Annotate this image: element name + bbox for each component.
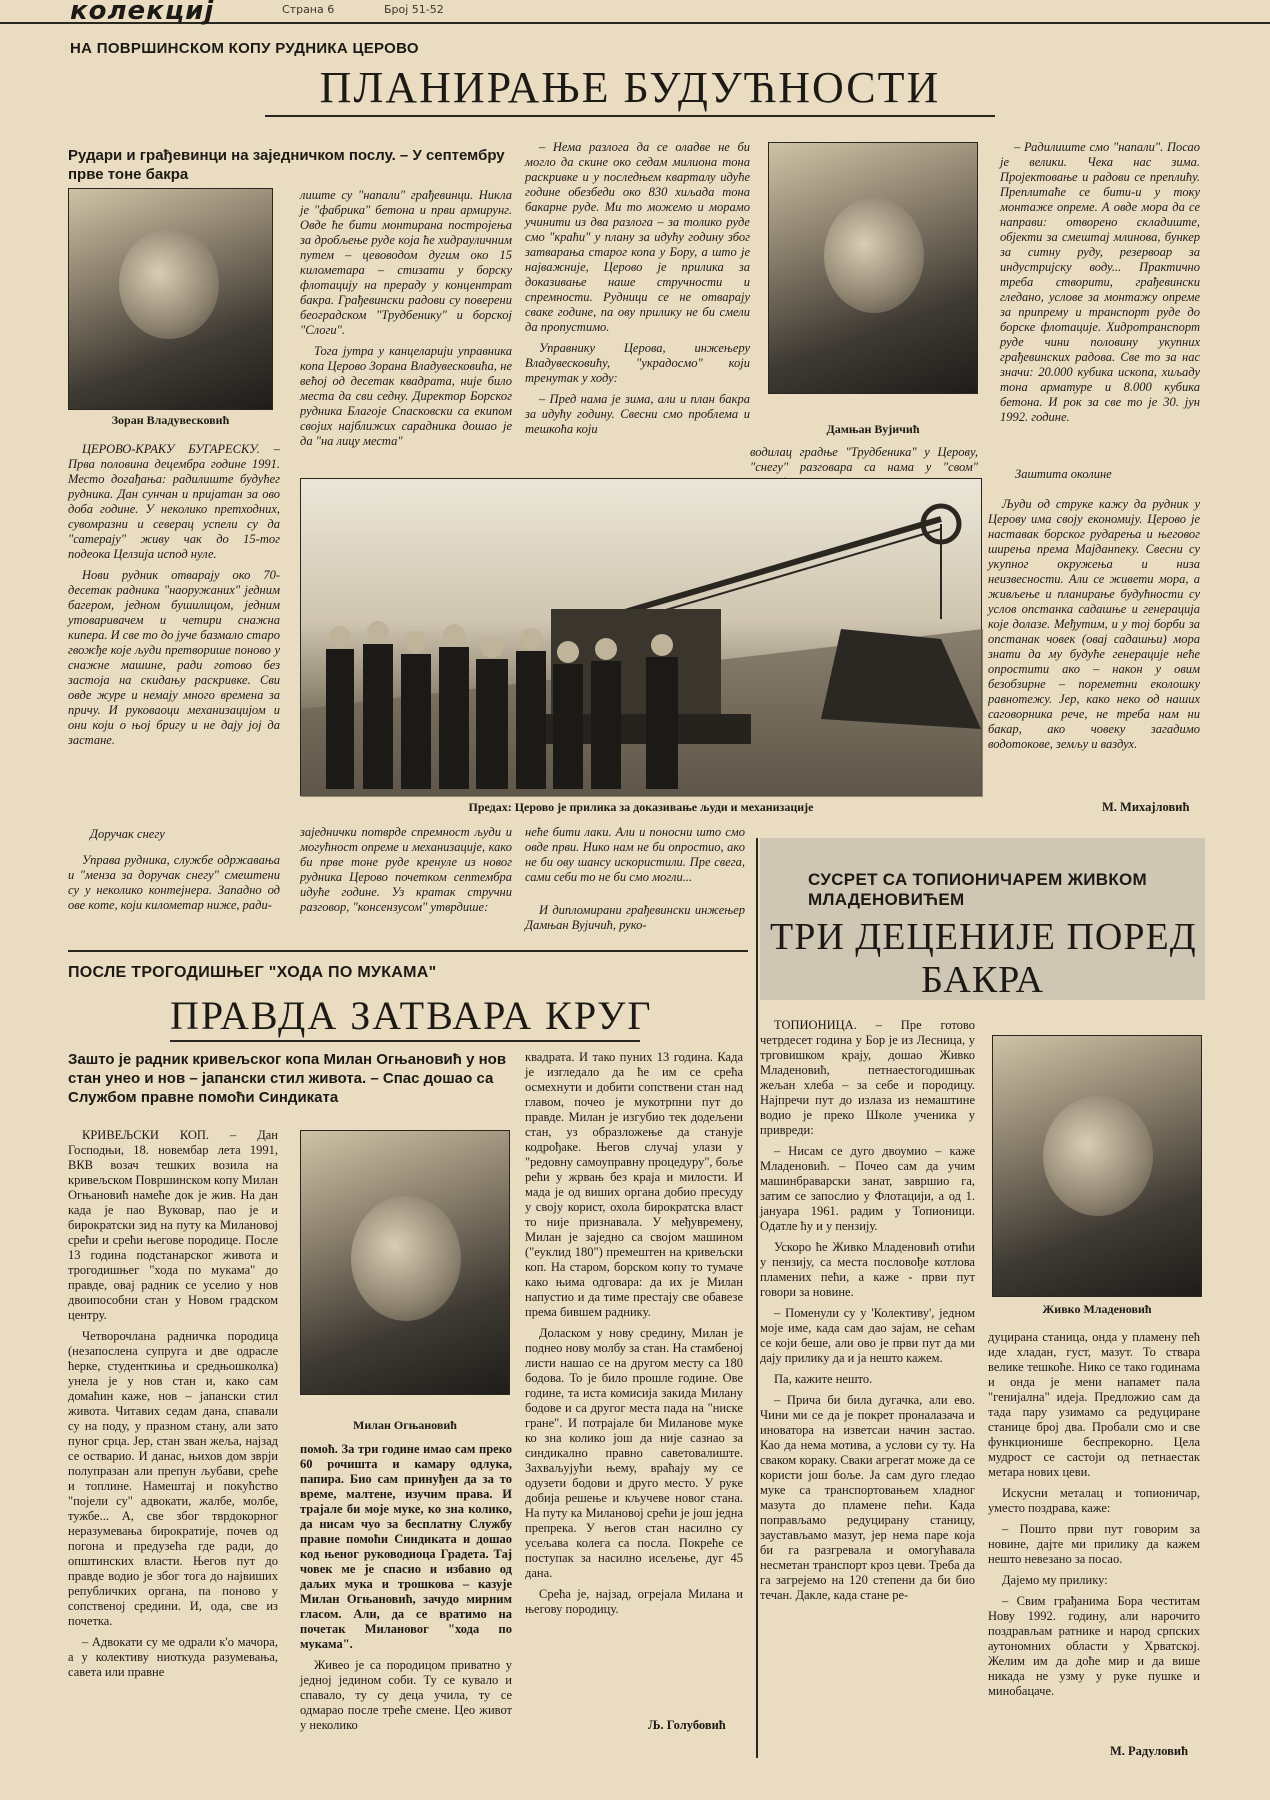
article1-headline-rule: [265, 115, 995, 117]
article1-col3-bottom: [525, 825, 745, 903]
article2-kicker: ПОСЛЕ ТРОГОДИШЊЕГ "ХОДА ПО МУКАМА": [68, 964, 437, 981]
article3-col1-p6: – Прича би била дугачка, али ево. Чини ми се да је покрет проналазача и иноватора на изветсаи начин застао. Као да нема мотива, а услови су ту. На сваком кораку. Сваки агрегат може да се користи још боље. Ја сам дуго гледао муке са транспортовањем хладног мазута до пламене пећи. Када поправљамо редуцирану станицу, заустављамо мазут, јер нема паре која би га разгревала и омогућавала несметан транспорт кроз цеви. Треба да га загрејемо на 120 степени да би био течан. Дакле, када стане ре-: [760, 1393, 975, 1602]
article1-col1: [68, 442, 280, 798]
article2-col3-p2: Доласком у нову средину, Милан је поднео нову молбу за стан. На стамбеној листи нашао се на другом месту са 180 бодова. То је било прошле године. Ове године, та иста комисија закида Милану бодове и са другог места пада на "ниске гране". И потрајале би Миланове муке ко зна колико још да није сазнао за синдикално правно саветовалиште. Захваљујући њему, враћају му се одузети бодови и друго место. У руке добија решење и кључеве новог стана. На путу ка Милановој срећи је још једна препрека. У његов стан насилно су усељава колега са посла. Покреће се поступак за насилно исељење, дуг 45 дана.: [525, 1326, 743, 1580]
article3-col1-p1: ТОПИОНИЦА. – Пре готово четрдесет година у Бор је из Лесница, у трговишком крају, дошао Живко Младеновић, петнаестогодишњак жељан хлеба – за себе и породицу. Најпречи пут до излаза из немаштине водио је преко Школе ученика у привреди:: [760, 1018, 975, 1137]
masthead-logo: колекциј: [70, 0, 215, 26]
article3-kicker: СУСРЕТ СА ТОПИОНИЧАРЕМ ЖИВКОМ МЛАДЕНОВИЋЕМ: [808, 870, 1147, 909]
article2-col1: [68, 1128, 278, 1773]
issue-number: Број 51-52: [384, 3, 444, 16]
article1-deck: Рудари и грађевинци на заједничком послу. – У септембру прве тоне бакра: [68, 147, 505, 183]
article2-headline: ПРАВДА ЗАТВАРА КРУГ: [170, 993, 653, 1038]
photo-zivko-caption: Живко Младеновић: [1042, 1302, 1152, 1316]
article3-col2-p5: – Свим грађанима Бора честитам Нову 1992. годину, али нарочито поздрављам ратнике и народ српских аутономних области у Хрватској. Желим им да доће мир и да више никада не узму у руке пушке и минобацаче.: [988, 1594, 1200, 1698]
article1-col5: [1000, 140, 1200, 460]
article1-col2-bottom-p: заједнички потврде спремност људи и могућност опреме и механизације, како би прве тоне руде кренуле из новог рудника Церово почетком септембра идуће године. Уз кратак стручни разговор, "консензусом" утврдише:: [300, 825, 512, 914]
article3-col2: [988, 1330, 1200, 1735]
article2-col2-bottom-p1: помоћ. За три године имао сам преко 60 рочишта и камару одлука, папира. Био сам принуђен да за то време, малтене, изучим права. И трајале би моје муке, ко зна колико, да нисам чуо за бесплатну Службу правне помоћи Синдиката и дошао код њеног руководиоца Градета. Тај човек ме је спасио и избавио од даљих мука и трошкова – казује Милан Огњановић, зачудо мирним гласом. Али, да се вратимо на почетак Милановог "хода по мукама".: [300, 1442, 512, 1651]
article3-col1-p5: Па, кажите нешто.: [774, 1372, 873, 1386]
article1-col3-bottom2-p: И дипломирани грађевински инжењер Дамњан Вујичић, руко-: [525, 903, 745, 932]
page-number: Страна 6: [282, 3, 335, 16]
photo-excavator-caption: Предах: Церово је прилика за доказивање људи и механизације: [468, 800, 814, 814]
article1-col3-bottom2: [525, 903, 745, 933]
photo-damnjan: [768, 142, 978, 394]
excavator-illustration: [301, 479, 983, 797]
article1-col2-p2: Тога јутра у канцеларији управника копа Церово Зорана Владувесковића, не већој од десетак квадрата, није било места да сви седну. Директор Борског рудника Благоје Спасковски са екипом својих најближих сарадника дошао је да "на лицу места": [300, 344, 512, 448]
article1-col3: [525, 140, 750, 473]
article2-headline-rule: [170, 1040, 640, 1042]
article1-col3-bottom-p: неће бити лаки. Али и поносни што смо овде први. Нико нам не би опростио, ако не би ову шансу искористили. Пре свега, сами себи то не би смо могли...: [525, 825, 745, 884]
photo-milan: [300, 1130, 510, 1395]
article1-col3-p3: – Пред нама је зима, али и план бакра за идућу годину. Свесни смо проблема и тешкоћа који: [525, 392, 750, 436]
photo-zoran: [68, 188, 273, 410]
article3-col2-p2: Искусни металац и топионичар, уместо поздрава, каже:: [988, 1486, 1200, 1515]
article1-col1-p2: Нови рудник отварају око 70-десетак радника "наоружаних" једним багером, једном бушилицом, једним утоваривачем и четири снажна кипера. И све то до јуче базмало старо гвожђе које људи претворише поново у снажне машине, ради готово без застоја на скидању раскривке. Сви овде журе и немају много времена за причу. И руковаоци механизацијом и они који о њој бригу и не дају јој да застане.: [68, 568, 280, 747]
photo-milan-caption: Милан Огњановић: [353, 1418, 457, 1432]
article2-col1-p2: Четворочлана радничка породица (незапослена супруга и две одрасле ћерке, студенткиња и средњошколка) унела је у нов стан и, како сам домаћин каже, нов – јапански стил живота. Читавих седам дана, спавали су на поду, у празном стану, али зато пуног срца. Јер, стан зван жеља, најзад се остварио. И данас, њихов дом зврји полупразан али препун љубави, среће и топлине. Намештај и покућство "појели су" адвокати, жалбе, молбе, тужбе... А, све због тврдокорног неразумевања бирократије, почев од погона и предузећа где ради, до општинских власти. Његов пут до правде водио је због тога до највиших републичких органа, па поново у сопственој средини. И, ода, све из почетка.: [68, 1329, 278, 1628]
photo-zoran-caption: Зоран Владувесковић: [111, 413, 230, 427]
article2-col1-p3: – Адвокати су ме одрали к'о мачора, а у колективу ниоткуда разумевања, савета или правне: [68, 1635, 278, 1679]
article1-col1-p1: ЦЕРОВО-КРАКУ БУГАРЕСКУ. – Прва половина децембра године 1991. Место догађања: радилиште будућег рудника. Дан сунчан и пријатан за ово доба године. У неколико претходних, сувомразни и северац успели су да "сатерају" живу чак до 15-тог подеока Целзија испод нуле.: [68, 442, 280, 561]
article1-signature: М. Михајловић: [1102, 800, 1190, 814]
article2-col2-bottom: [300, 1442, 512, 1772]
article2-col2-bottom-p2: Живео је са породицом приватно у једној једином соби. Ту се кувало и спавало, ту су деца учила, ту се одмарао после трећe смене. Цео живот у неколико: [300, 1658, 512, 1732]
article3-col1-p3: Ускоро ће Живко Младеновић отићи у пензију, са места пословође котлова пламених пећи, а каже - први пут говори за новине.: [760, 1240, 975, 1299]
photo-excavator-crew: [300, 478, 982, 796]
article2-signature: Љ. Голубовић: [648, 1718, 726, 1732]
article1-col3-p1: – Нема разлога да се оладве не би могло да скине око седам милиона тона раскривке и у последњем кварталу идуће године обезбеди око 830 хиљада тона бакарне руде. Ми то можемо и морамо учинити из два разлога – за толико руде смо "краћи" у плану за идућу годину због затварања старог копа у Бору, а што је најважније, Церово је прилика за доказивање наше стручности и спремности. Рудници се не отварају сваке године, па ову прилику не би смели да пропустимо.: [525, 140, 750, 334]
article1-col2: [300, 188, 512, 473]
article3-col2-p3: – Пошто први пут говорим за новине, дајте ми прилику да кажем нешто невезано за посао.: [988, 1522, 1200, 1566]
article1-col1-breakfast-p: Управа рудника, службе одржавања и "менза за доручак снегу" смештени су у неколико контејнера. Западно од ове коте, који километар ниже, ради-: [68, 853, 280, 912]
article2-col3-p3: Срећа је, најзад, огрејала Милана и његову породицу.: [525, 1587, 743, 1616]
photo-zivko: [992, 1035, 1202, 1297]
article1-col1-breakfast: [68, 853, 280, 928]
article1-col2-p1: лиште су "напали" грађевинци. Никла је "фабрика" бетона и први армирунг. Овде ће бити монтирана постројења за дробљење руде која ће хидрауличним путем – цевоводом дугим око 15 километара – стизати у борску флотацију на прераду у концентрат бакра. Грађевински радови су поверени београдском "Трудбенику" и борској "Слоги".: [300, 188, 512, 337]
article2-col1-p1: КРИВЕЉСКИ КОП. – Дан Господњи, 18. новембар лета 1991, ВКВ возач тешких возила на кривељском Површинском копу Милан Огњановић намеће док је жив. На дан када је пао Вуковар, пао је и бирократски зид на путу ка Милановој срећи и срећи његове породице. После 13 година подстанарског живота и трогодишњег "хода по мукама" до правде, овај радник се уселио у нов двоипособни стан у Новом градском центру.: [68, 1128, 279, 1322]
article3-col1-p4: – Поменули су у 'Колективу', једном моје име, када сам дао зајам, не сећам се који беше, али ово је први пут да ми дају прилику да и ја нешто кажем.: [760, 1306, 975, 1365]
article1-col2-bottom: [300, 825, 512, 930]
article1-col4-top: [750, 445, 978, 473]
article3-headline-line2: БАКРА: [921, 959, 1044, 1001]
article3-headline-line1: ТРИ ДЕЦЕНИЈЕ ПОРЕД: [770, 916, 1197, 958]
article3-col2-p4: Дајемо му прилику:: [1002, 1573, 1108, 1587]
article1-subhead-breakfast: Доручак снегу: [90, 827, 165, 841]
article3-signature: М. Радуловић: [1110, 1744, 1189, 1758]
article1-col4-top-p: водилац градње "Трудбеника" у Церову, "снегу" разговара са нама у "свом": [750, 445, 978, 474]
article1-col3-p2: Управнику Церова, инжењеру Владувесковићу, "украдосмо" који тренутак у ходу:: [525, 341, 750, 385]
article1-subhead-environment: Заштита околине: [1015, 467, 1112, 481]
article2-col3: [525, 1050, 743, 1705]
article1-col5-env-p: Људи од струке кажу да рудник у Церову има своју економију. Церово је наставак борског рударења и његовог ширења према Мајданпеку. Свесни су укупног окружења и низа неизвесности. Али се живети мора, а живљење и планирање будућности су услов опстанка садашње и генерација које долазе. Међутим, и у тој борби за опстанак човек (овај садашњи) мора знати да му будуће генерације неће опростити ако – након у овим безобзирне – пореметни еколошку равнотежу. Јер, како неко од наших саговорника рече, не треба нам ни бакар, ако човеку загадимо водотокове, земљу и ваздух.: [988, 497, 1200, 751]
article2-col3-p1: квадрата. И тако пуних 13 година. Када је изгледало да ће им се срећа осмехнути и добити сопствени стан над главом, почео је мукотрпни пут до правде. Милан је изгубио тек додељени стан, уз образложење да станује кодрођаке. Његов случај улази у "редовну самоуправну процедуру", боље рећи у жрвањ без краја и милости. И мада је од виших органа добио пресуду у своју корист, охола бирократска власт то није признавала. У међувремену, Милан је заједно са својом машином ("еуклид 180") премештен на кривељски коп. На старом, борском копу то тумаче како њима одговара: да их је Милан напустио и да тиме престају све обавезе према бившем раднику.: [525, 1050, 743, 1319]
article1-headline: ПЛАНИРАЊЕ БУДУЋНОСТИ: [319, 63, 941, 112]
article2-deck: Зашто је радник кривељског копа Милан Огњановић у нов стан унео и нов – јапански стил живота. – Спас дошао са Службом правне помоћи Синдиката: [68, 1051, 507, 1106]
article1-col5-p1: – Радилиште смо "напали". Посао је велики. Чека нас зима. Пројектовање и радови се преплићу. Преплитаће се бити-и у току монтаже опреме. А овде мора да се направи: отворено складиште, објекти за смештај млинова, бункер за ситну руду, резервоар за индустријску воду... Практично треба створити, грађевински гледано, услове за монтажу опреме за припрему и транспорт руде до борске флотације. Хидротранспорт руде чини половину укупних грађевинских радова. Све то за нас значи: 20.000 кубика ископа, хиљаду тона арматуре и 8.000 кубика бетона. И рок за све то је 30. јун 1992. године.: [1000, 140, 1200, 424]
article2-top-rule: [68, 950, 748, 952]
article3-left-rule: [756, 838, 758, 1758]
article3-col1-p2: – Нисам се дуго двоумио – каже Младеновић. – Почео сам да учим машинбраварски занат, завршио га, затим се запослио у Флотацији, а од 1. јануара 1961. радим у Топионици. Одатле ћу и у пензију.: [760, 1144, 975, 1233]
article3-col1: [760, 1018, 975, 1770]
photo-damnjan-caption: Дамњан Вујичић: [826, 422, 920, 436]
article1-kicker: НА ПОВРШИНСКОМ КОПУ РУДНИКА ЦЕРОВО: [70, 40, 419, 57]
article3-col2-p1: дуцирана станица, онда у пламену пећ иде хладан, густ, мазут. То ствара велике тешкоће. Нико се тако годинама и онда је мени напамет пала "генијална" идеја. Предложио сам да тада пару узимамо са редуциране станице број два. Пробали смо и све функционише беспрекорно. Цела мудрост се састоји од петнаестак метара нових цеви.: [988, 1330, 1200, 1479]
article1-col5-env: [988, 497, 1200, 797]
